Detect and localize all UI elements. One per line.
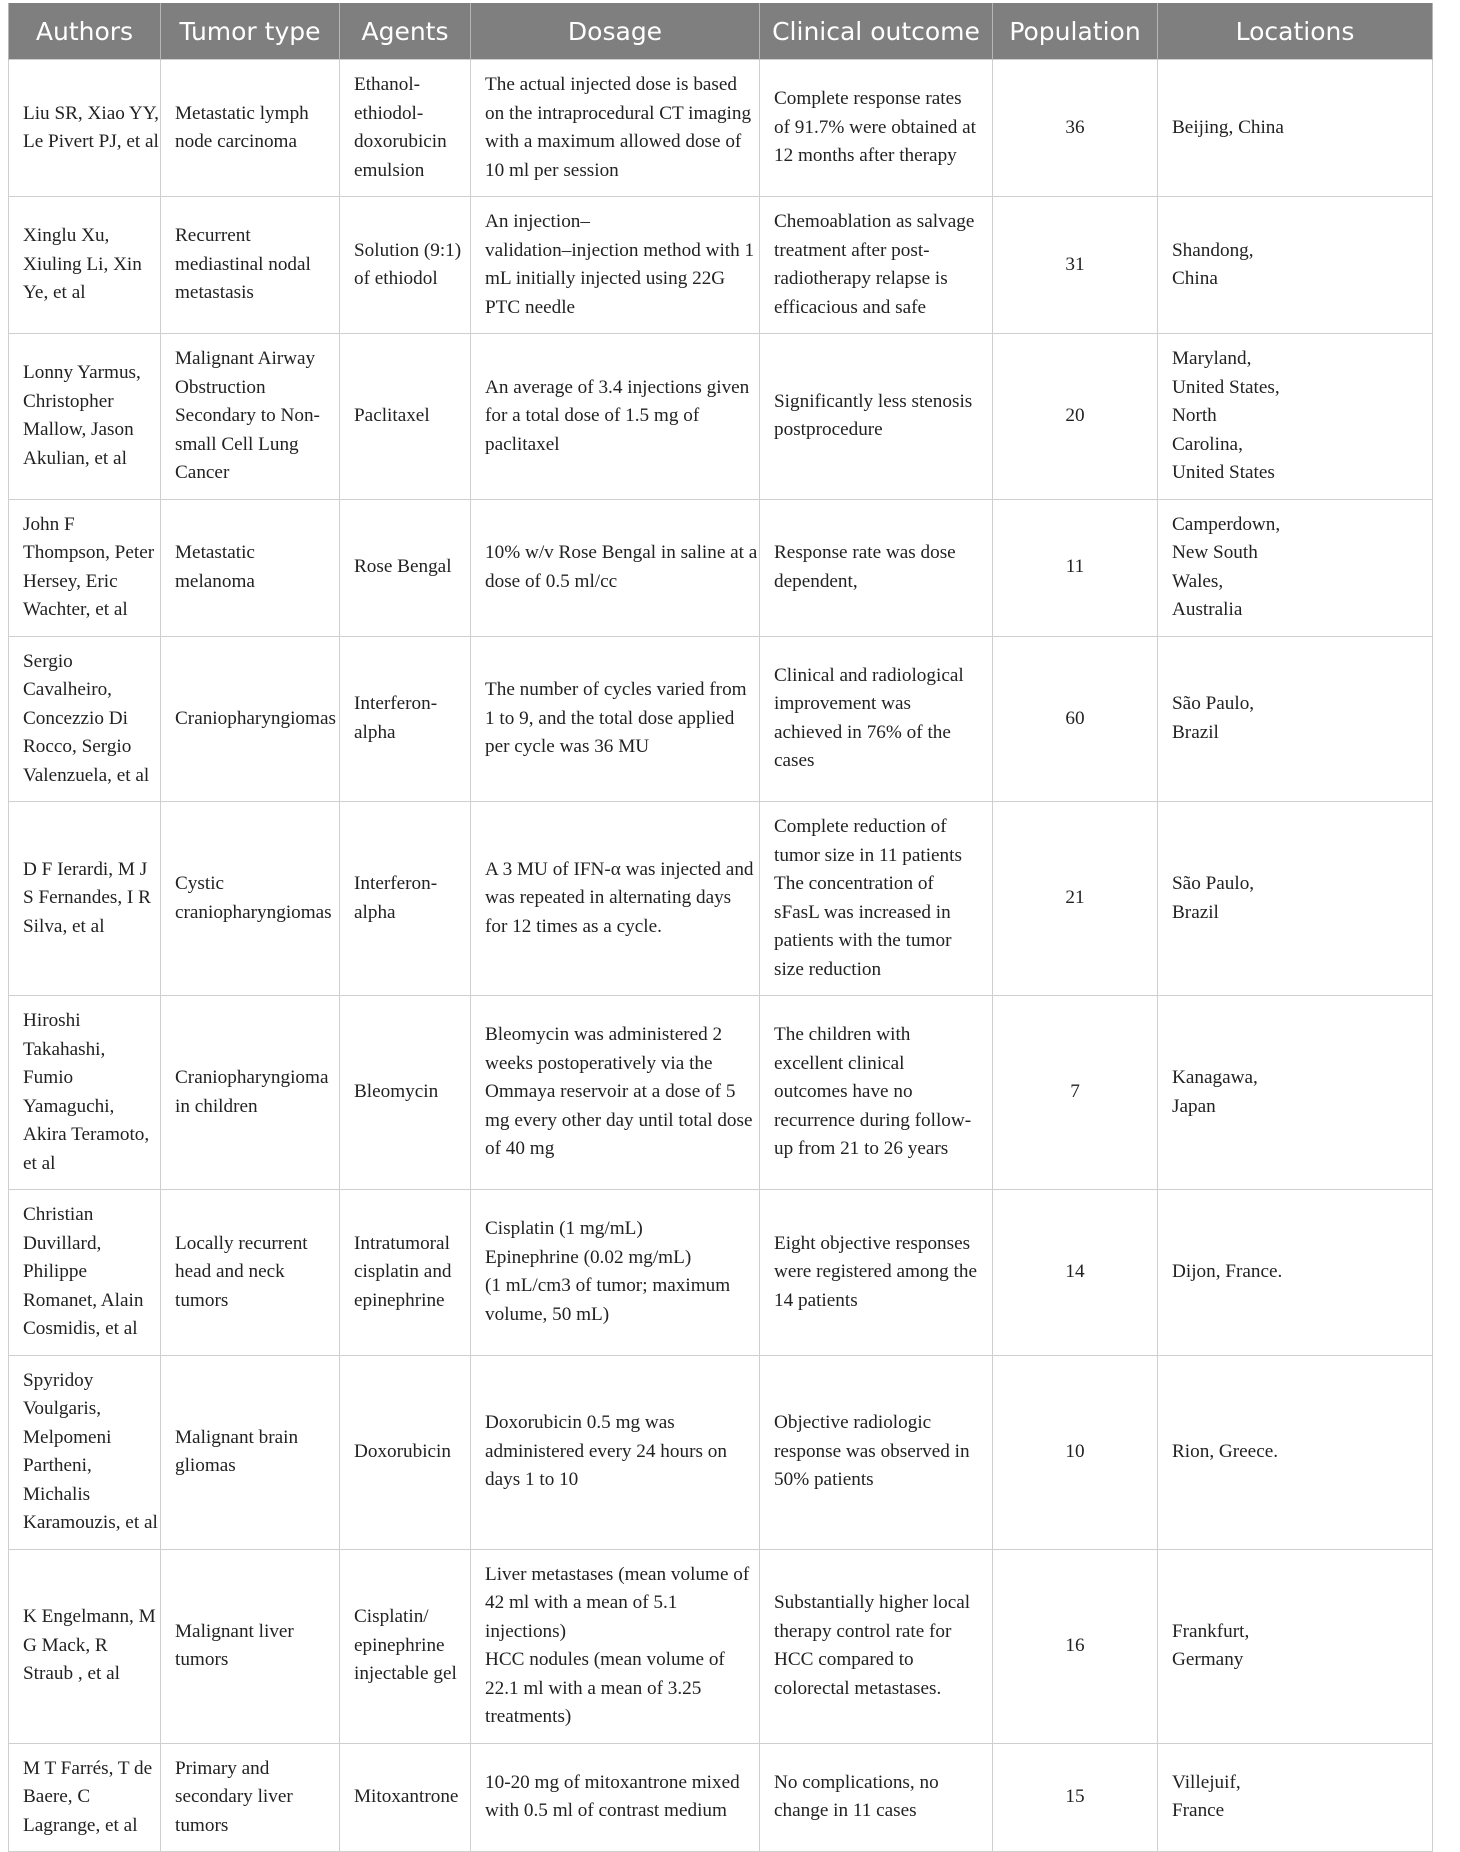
cell-tumor-type-line: tumors — [175, 1289, 229, 1311]
cell-locations-line: São Paulo, — [1172, 693, 1255, 715]
cell-dosage-line: treatments) — [485, 1706, 572, 1727]
cell-dosage-line: was repeated in alternating days — [485, 887, 732, 909]
cell-locations-line: Beijing, China — [1172, 116, 1284, 138]
cell-agents — [340, 636, 471, 802]
cell-authors-line: Karamouzis, et al — [23, 1512, 158, 1533]
cell-tumor-type-line: melanoma — [175, 570, 255, 592]
cell-clinical-outcome-line: up from 21 to 26 years — [774, 1138, 949, 1160]
cell-tumor-type-line: Metastatic lymph — [175, 102, 309, 124]
cell-agents — [340, 197, 471, 334]
cell-tumor-type-line: Malignant brain — [175, 1426, 299, 1448]
cell-agents-line: Rose Bengal — [354, 556, 452, 578]
cell-agents-line: Doxorubicin — [354, 1440, 451, 1462]
cell-clinical-outcome — [760, 996, 993, 1190]
cell-clinical-outcome — [760, 1549, 993, 1743]
col-header-dosage: Dosage — [471, 3, 760, 60]
cell-clinical-outcome-line: of 91.7% were obtained at — [774, 116, 976, 138]
cell-authors-line: Fumio — [23, 1067, 74, 1088]
cell-dosage-line: The number of cycles varied from — [485, 679, 747, 700]
cell-authors-line: Concezzio Di — [23, 707, 128, 729]
cell-clinical-outcome-line: Substantially higher local — [774, 1592, 971, 1613]
cell-authors-line: G Mack, R — [23, 1634, 108, 1656]
cell-dosage — [471, 996, 760, 1190]
cell-tumor-type-line: tumors — [175, 1649, 229, 1670]
cell-tumor-type-line: Recurrent — [175, 225, 251, 247]
cell-agents-line: alpha — [354, 901, 396, 923]
cell-authors-line: Hersey, Eric — [23, 570, 118, 592]
cell-authors — [9, 802, 161, 996]
cell-tumor-type-line: mediastinal nodal — [175, 253, 311, 275]
cell-clinical-outcome-line: radiotherapy relapse is — [774, 268, 948, 289]
cell-agents — [340, 334, 471, 500]
cell-locations-line: Japan — [1172, 1095, 1216, 1117]
cell-authors-line: Xinglu Xu, — [23, 225, 110, 247]
cell-clinical-outcome-line: Significantly less stenosis — [774, 390, 973, 412]
cell-authors-line: D F Ierardi, M J — [23, 858, 148, 880]
cell-population: 10 — [993, 1355, 1158, 1549]
table-body — [9, 60, 1433, 1852]
cell-locations — [1158, 1743, 1433, 1852]
cell-tumor-type — [161, 334, 340, 500]
cell-authors-line: Christian — [23, 1204, 94, 1225]
cell-authors-line: S Fernandes, I R — [23, 887, 151, 909]
cell-authors-line: Melpomeni — [23, 1426, 112, 1448]
cell-dosage-line: of 40 mg — [485, 1138, 555, 1160]
cell-tumor-type-line: node carcinoma — [175, 131, 297, 152]
cell-clinical-outcome-line: treatment after post- — [774, 239, 930, 261]
cell-clinical-outcome-line: Response rate was dose — [774, 542, 956, 563]
cell-locations-line: Maryland, — [1172, 348, 1252, 369]
cell-clinical-outcome-line: HCC compared to — [774, 1649, 914, 1670]
cell-tumor-type-line: Craniopharyngioma — [175, 1067, 329, 1088]
cell-dosage-line: Doxorubicin 0.5 mg was — [485, 1412, 675, 1434]
cell-agents — [340, 996, 471, 1190]
cell-clinical-outcome — [760, 334, 993, 500]
cell-authors-line: Spyridoy — [23, 1369, 94, 1391]
table-row — [9, 996, 1433, 1190]
cell-locations-line: Dijon, France. — [1172, 1261, 1283, 1282]
cell-authors-line: Duvillard, — [23, 1232, 102, 1254]
cell-locations — [1158, 1549, 1433, 1743]
cell-authors — [9, 1549, 161, 1743]
cell-tumor-type-line: Malignant liver — [175, 1620, 294, 1642]
col-header-clinical-outcome: Clinical outcome — [760, 3, 993, 60]
cell-authors-line: Cavalheiro, — [23, 679, 112, 700]
cell-clinical-outcome-line: postprocedure — [774, 419, 883, 441]
cell-authors-line: Wachter, et al — [23, 599, 128, 620]
cell-agents-line: doxorubicin — [354, 131, 447, 152]
cell-authors-line: Baere, C — [23, 1786, 91, 1807]
cell-dosage — [471, 636, 760, 802]
cell-authors-line: Partheni, — [23, 1455, 92, 1476]
cell-authors-line: Xiuling Li, Xin — [23, 253, 142, 275]
cell-locations-line: France — [1172, 1800, 1225, 1822]
cell-clinical-outcome — [760, 197, 993, 334]
cell-dosage — [471, 1355, 760, 1549]
cell-agents-line: Ethanol- — [354, 74, 421, 95]
cell-tumor-type-line: Metastatic — [175, 542, 255, 563]
cell-dosage-line: 10-20 mg of mitoxantrone mixed — [485, 1771, 740, 1793]
cell-tumor-type-line: in children — [175, 1095, 258, 1117]
cell-agents-line: Solution (9:1) — [354, 239, 462, 261]
cell-dosage-line: with 0.5 ml of contrast medium — [485, 1800, 727, 1822]
cell-tumor-type-line: gliomas — [175, 1455, 236, 1476]
cell-clinical-outcome-line: response was observed in — [774, 1440, 970, 1462]
table-row — [9, 1190, 1433, 1356]
table-row — [9, 802, 1433, 996]
cell-dosage — [471, 334, 760, 500]
cell-locations-line: Rion, Greece. — [1172, 1440, 1279, 1462]
cell-clinical-outcome-line: achieved in 76% of the — [774, 721, 951, 743]
col-header-agents: Agents — [340, 3, 471, 60]
cell-clinical-outcome-line: excellent clinical — [774, 1052, 905, 1074]
cell-tumor-type-line: Secondary to Non- — [175, 405, 320, 426]
cell-population: 36 — [993, 60, 1158, 197]
cell-locations-line: New South — [1172, 542, 1258, 563]
cell-dosage-line: Liver metastases (mean volume of — [485, 1563, 750, 1585]
table-row — [9, 636, 1433, 802]
cell-agents — [340, 1190, 471, 1356]
table-row — [9, 197, 1433, 334]
cell-dosage-line: validation–injection method with 1 — [485, 239, 755, 261]
cell-clinical-outcome-line: Complete response rates — [774, 88, 962, 110]
cell-locations — [1158, 636, 1433, 802]
col-header-authors: Authors — [9, 3, 161, 60]
clinical-studies-table — [8, 3, 1433, 1852]
study-table-container — [8, 3, 1432, 1852]
cell-authors-line: Akulian, et al — [23, 447, 127, 469]
cell-agents — [340, 1549, 471, 1743]
cell-clinical-outcome — [760, 1743, 993, 1852]
cell-tumor-type-line: tumors — [175, 1814, 229, 1836]
cell-authors — [9, 60, 161, 197]
cell-clinical-outcome-line: cases — [774, 750, 815, 772]
cell-agents-line: Paclitaxel — [354, 405, 430, 426]
col-header-population: Population — [993, 3, 1158, 60]
cell-clinical-outcome-line: recurrence during follow- — [774, 1109, 972, 1131]
cell-clinical-outcome-line: colorectal metastases. — [774, 1677, 942, 1699]
cell-population: 31 — [993, 197, 1158, 334]
cell-dosage-line: 1 to 9, and the total dose applied — [485, 707, 735, 729]
cell-clinical-outcome-line: were registered among the — [774, 1261, 977, 1282]
cell-locations-line: Brazil — [1172, 901, 1219, 923]
cell-population: 60 — [993, 636, 1158, 802]
cell-tumor-type-line: Cancer — [175, 462, 230, 483]
cell-dosage-line: mL initially injected using 22G — [485, 268, 726, 289]
cell-dosage-line: on the intraprocedural CT imaging — [485, 102, 752, 124]
cell-authors-line: Takahashi, — [23, 1038, 106, 1060]
cell-authors-line: Voulgaris, — [23, 1398, 101, 1419]
cell-clinical-outcome-line: sFasL was increased in — [774, 901, 951, 923]
cell-agents-line: injectable gel — [354, 1663, 457, 1685]
cell-clinical-outcome — [760, 1190, 993, 1356]
cell-tumor-type-line: small Cell Lung — [175, 433, 299, 455]
cell-locations-line: São Paulo, — [1172, 873, 1255, 894]
cell-dosage-line: Epinephrine (0.02 mg/mL) — [485, 1246, 692, 1268]
cell-dosage-line: 42 ml with a mean of 5.1 — [485, 1592, 678, 1613]
cell-clinical-outcome-line: tumor size in 11 patients — [774, 844, 962, 866]
cell-clinical-outcome-line: outcomes have no — [774, 1081, 913, 1103]
cell-agents — [340, 499, 471, 636]
table-row — [9, 334, 1433, 500]
cell-authors-line: Straub , et al — [23, 1663, 120, 1685]
cell-authors-line: Ye, et al — [23, 282, 86, 304]
cell-clinical-outcome-line: therapy control rate for — [774, 1620, 952, 1642]
cell-authors-line: Hiroshi — [23, 1010, 81, 1031]
table-row — [9, 60, 1433, 197]
cell-authors — [9, 197, 161, 334]
cell-clinical-outcome-line: Clinical and radiological — [774, 664, 964, 686]
cell-dosage-line: days 1 to 10 — [485, 1469, 579, 1491]
cell-authors-line: Valenzuela, et al — [23, 764, 150, 786]
cell-clinical-outcome-line: dependent, — [774, 570, 858, 592]
cell-clinical-outcome-line: 14 patients — [774, 1289, 858, 1311]
cell-agents-line: emulsion — [354, 159, 425, 181]
cell-dosage-line: volume, 50 mL) — [485, 1303, 610, 1325]
cell-agents — [340, 1743, 471, 1852]
cell-clinical-outcome-line: efficacious and safe — [774, 296, 927, 318]
cell-population: 15 — [993, 1743, 1158, 1852]
cell-authors-line: Akira Teramoto, — [23, 1124, 150, 1145]
cell-dosage-line: injections) — [485, 1620, 566, 1642]
cell-dosage-line: paclitaxel — [485, 433, 560, 455]
cell-agents-line: alpha — [354, 721, 396, 743]
cell-tumor-type-line: Craniopharyngiomas — [175, 707, 336, 729]
cell-dosage — [471, 1743, 760, 1852]
cell-authors-line: Lagrange, et al — [23, 1814, 138, 1836]
cell-agents — [340, 60, 471, 197]
cell-clinical-outcome-line: Complete reduction of — [774, 816, 947, 837]
cell-clinical-outcome-line: Eight objective responses — [774, 1232, 971, 1254]
cell-authors-line: M T Farrés, T de — [23, 1757, 153, 1779]
cell-agents-line: Interferon- — [354, 693, 438, 715]
cell-dosage-line: per cycle was 36 MU — [485, 736, 650, 757]
cell-authors — [9, 1355, 161, 1549]
cell-clinical-outcome-line: change in 11 cases — [774, 1800, 917, 1822]
table-row — [9, 1355, 1433, 1549]
cell-locations-line: North — [1172, 405, 1217, 426]
cell-locations-line: Villejuif, — [1172, 1771, 1241, 1793]
cell-dosage-line: The actual injected dose is based — [485, 74, 738, 95]
cell-tumor-type — [161, 996, 340, 1190]
cell-agents — [340, 1355, 471, 1549]
cell-dosage — [471, 197, 760, 334]
cell-dosage-line: mg every other day until total dose — [485, 1109, 753, 1131]
cell-agents-line: Cisplatin/ — [354, 1606, 429, 1628]
cell-dosage-line: 10 ml per session — [485, 159, 619, 181]
cell-authors-line: Rocco, Sergio — [23, 736, 132, 757]
cell-dosage-line: Ommaya reservoir at a dose of 5 — [485, 1081, 736, 1103]
cell-tumor-type — [161, 1743, 340, 1852]
cell-population: 21 — [993, 802, 1158, 996]
cell-population: 7 — [993, 996, 1158, 1190]
cell-agents-line: Intratumoral — [354, 1232, 450, 1254]
cell-tumor-type-line: Malignant Airway — [175, 348, 316, 369]
cell-authors-line: Le Pivert PJ, et al — [23, 131, 159, 152]
cell-agents-line: Interferon- — [354, 873, 438, 894]
cell-authors-line: K Engelmann, M — [23, 1606, 156, 1628]
cell-tumor-type — [161, 802, 340, 996]
col-header-locations: Locations — [1158, 3, 1433, 60]
cell-dosage-line: 22.1 ml with a mean of 3.25 — [485, 1677, 702, 1699]
cell-agents-line: of ethiodol — [354, 268, 438, 289]
cell-clinical-outcome-line: No complications, no — [774, 1771, 939, 1793]
cell-tumor-type-line: craniopharyngiomas — [175, 901, 332, 923]
cell-locations-line: Germany — [1172, 1649, 1244, 1670]
cell-locations-line: United States, — [1172, 376, 1280, 398]
cell-locations — [1158, 499, 1433, 636]
cell-authors — [9, 499, 161, 636]
cell-dosage-line: An injection– — [485, 211, 590, 232]
cell-locations-line: Wales, — [1172, 570, 1224, 592]
cell-authors-line: et al — [23, 1152, 56, 1174]
cell-dosage-line: Cisplatin (1 mg/mL) — [485, 1218, 643, 1240]
cell-dosage-line: weeks postoperatively via the — [485, 1052, 713, 1074]
cell-dosage-line: dose of 0.5 ml/cc — [485, 570, 618, 592]
cell-clinical-outcome-line: 12 months after therapy — [774, 145, 957, 167]
cell-dosage-line: An average of 3.4 injections given — [485, 376, 750, 398]
cell-agents-line: Mitoxantrone — [354, 1786, 459, 1807]
cell-authors-line: Thompson, Peter — [23, 542, 155, 563]
cell-clinical-outcome-line: Objective radiologic — [774, 1412, 932, 1434]
cell-tumor-type — [161, 1355, 340, 1549]
cell-clinical-outcome — [760, 60, 993, 197]
cell-authors-line: Sergio — [23, 650, 73, 672]
cell-dosage-line: with a maximum allowed dose of — [485, 131, 742, 152]
cell-locations-line: Frankfurt, — [1172, 1620, 1250, 1642]
cell-tumor-type-line: Locally recurrent — [175, 1232, 308, 1254]
cell-locations-line: Camperdown, — [1172, 513, 1281, 535]
cell-tumor-type-line: metastasis — [175, 282, 254, 304]
cell-dosage — [471, 802, 760, 996]
cell-locations — [1158, 996, 1433, 1190]
cell-locations-line: Shandong, — [1172, 239, 1254, 261]
cell-locations-line: Australia — [1172, 599, 1243, 620]
table-row — [9, 1549, 1433, 1743]
cell-dosage-line: Bleomycin was administered 2 — [485, 1024, 723, 1046]
cell-agents — [340, 802, 471, 996]
cell-agents-line: epinephrine — [354, 1289, 445, 1311]
cell-clinical-outcome — [760, 1355, 993, 1549]
cell-locations — [1158, 802, 1433, 996]
cell-dosage — [471, 60, 760, 197]
cell-locations — [1158, 1190, 1433, 1356]
cell-tumor-type — [161, 1190, 340, 1356]
cell-clinical-outcome-line: The concentration of — [774, 873, 934, 894]
cell-dosage-line: HCC nodules (mean volume of — [485, 1649, 725, 1670]
cell-agents-line: cisplatin and — [354, 1261, 452, 1282]
cell-authors — [9, 334, 161, 500]
cell-authors-line: Christopher — [23, 390, 114, 412]
cell-locations — [1158, 334, 1433, 500]
cell-authors-line: Mallow, Jason — [23, 419, 134, 441]
cell-clinical-outcome — [760, 636, 993, 802]
cell-locations-line: Carolina, — [1172, 433, 1243, 455]
cell-tumor-type-line: secondary liver — [175, 1786, 293, 1807]
cell-tumor-type — [161, 60, 340, 197]
cell-authors-line: John F — [23, 513, 75, 535]
cell-clinical-outcome — [760, 499, 993, 636]
cell-locations-line: Kanagawa, — [1172, 1067, 1258, 1088]
cell-dosage — [471, 1549, 760, 1743]
cell-authors — [9, 636, 161, 802]
cell-dosage — [471, 1190, 760, 1356]
cell-locations-line: China — [1172, 268, 1218, 289]
cell-tumor-type — [161, 1549, 340, 1743]
cell-dosage-line: administered every 24 hours on — [485, 1440, 727, 1462]
cell-population: 16 — [993, 1549, 1158, 1743]
cell-clinical-outcome-line: 50% patients — [774, 1469, 874, 1491]
cell-dosage-line: (1 mL/cm3 of tumor; maximum — [485, 1275, 731, 1297]
cell-tumor-type — [161, 197, 340, 334]
cell-clinical-outcome-line: Chemoablation as salvage — [774, 211, 975, 232]
cell-dosage-line: A 3 MU of IFN-α was injected and — [485, 858, 754, 880]
cell-agents-line: ethiodol- — [354, 102, 424, 124]
cell-locations — [1158, 1355, 1433, 1549]
cell-population: 14 — [993, 1190, 1158, 1356]
cell-clinical-outcome-line: size reduction — [774, 958, 882, 980]
table-row — [9, 1743, 1433, 1852]
table-row — [9, 499, 1433, 636]
cell-locations — [1158, 197, 1433, 334]
cell-population: 11 — [993, 499, 1158, 636]
cell-tumor-type — [161, 499, 340, 636]
cell-authors-line: Liu SR, Xiao YY, — [23, 102, 159, 124]
cell-authors-line: Michalis — [23, 1483, 91, 1505]
cell-clinical-outcome-line: The children with — [774, 1024, 911, 1046]
cell-dosage-line: for a total dose of 1.5 mg of — [485, 405, 700, 426]
cell-tumor-type-line: Primary and — [175, 1757, 270, 1779]
cell-authors-line: Silva, et al — [23, 915, 105, 937]
cell-authors-line: Yamaguchi, — [23, 1095, 115, 1117]
cell-locations-line: Brazil — [1172, 721, 1219, 743]
cell-tumor-type-line: head and neck — [175, 1261, 285, 1282]
cell-authors-line: Cosmidis, et al — [23, 1318, 138, 1339]
cell-authors — [9, 1743, 161, 1852]
cell-tumor-type — [161, 636, 340, 802]
cell-authors-line: Lonny Yarmus, — [23, 362, 141, 384]
cell-tumor-type-line: Cystic — [175, 873, 225, 894]
cell-clinical-outcome-line: patients with the tumor — [774, 930, 952, 951]
col-header-tumor-type: Tumor type — [161, 3, 340, 60]
cell-dosage-line: for 12 times as a cycle. — [485, 915, 662, 937]
cell-locations — [1158, 60, 1433, 197]
cell-authors-line: Romanet, Alain — [23, 1289, 144, 1311]
table-header-row — [9, 3, 1433, 60]
cell-authors — [9, 996, 161, 1190]
cell-agents-line: epinephrine — [354, 1634, 445, 1656]
cell-locations-line: United States — [1172, 462, 1275, 483]
cell-tumor-type-line: Obstruction — [175, 376, 266, 398]
cell-authors-line: Philippe — [23, 1261, 87, 1282]
cell-dosage-line: 10% w/v Rose Bengal in saline at a — [485, 542, 758, 563]
cell-dosage — [471, 499, 760, 636]
cell-clinical-outcome-line: improvement was — [774, 693, 911, 715]
cell-clinical-outcome — [760, 802, 993, 996]
cell-population: 20 — [993, 334, 1158, 500]
cell-dosage-line: PTC needle — [485, 296, 576, 318]
cell-authors — [9, 1190, 161, 1356]
cell-agents-line: Bleomycin — [354, 1081, 439, 1103]
